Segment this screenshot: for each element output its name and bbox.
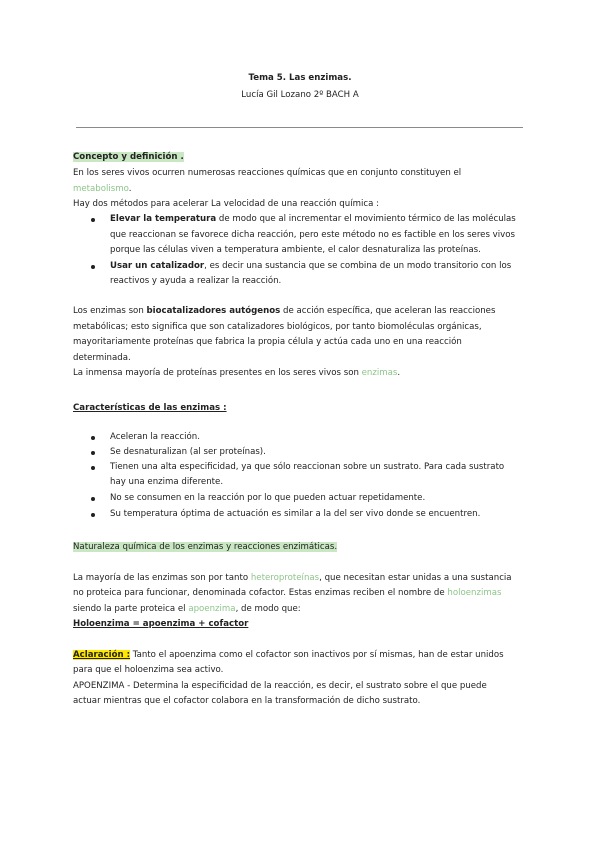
bullet-dot xyxy=(91,513,95,517)
document-author: Lucía Gil Lozano 2º BACH A xyxy=(241,90,359,100)
method-2-line: Usar un catalizador, es decir una sustancia que se combina de un modo transitorio con los xyxy=(110,261,512,271)
paragraph-line: siendo la parte proteica el apoenzima, de modo que: xyxy=(73,604,301,614)
horizontal-divider xyxy=(76,127,523,128)
document-title: Tema 5. Las enzimas. xyxy=(248,73,352,83)
list-item-continuation: hay una enzima diferente. xyxy=(110,477,224,487)
bullet-dot xyxy=(91,265,95,269)
paragraph-line: APOENZIMA - Determina la especificidad de la reacción, es decir, el sustrato sobre el que puede xyxy=(73,681,487,691)
list-item: No se consumen en la reacción por lo que pueden actuar repetidamente. xyxy=(110,493,426,503)
formula: Holoenzima = apoenzima + cofactor xyxy=(73,619,249,629)
section-heading-caracteristicas: Características de las enzimas : xyxy=(73,403,227,413)
method-1-line: Elevar la temperatura de modo que al incrementar el movimiento térmico de las moléculas xyxy=(110,214,516,224)
list-item: Tienen una alta especificidad, ya que sólo reaccionan sobre un sustrato. Para cada sustrato xyxy=(110,462,505,472)
bullet-dot xyxy=(91,436,95,440)
paragraph-line: La mayoría de las enzimas son por tanto heteroproteínas, que necesitan estar unidas a una sustancia xyxy=(73,573,512,583)
term-heteroproteinas: heteroproteínas xyxy=(250,573,320,583)
paragraph-line: actuar mientras que el cofactor colabora en la transformación de dicho sustrato. xyxy=(73,696,421,706)
paragraph-line: mayoritariamente proteínas que fabrica la propia célula y actúa cada uno en una reacción xyxy=(73,337,462,347)
paragraph-line: La inmensa mayoría de proteínas presentes en los seres vivos son enzimas. xyxy=(73,368,401,378)
bullet-dot xyxy=(91,218,95,222)
paragraph-line: para que el holoenzima sea activo. xyxy=(73,665,224,675)
bullet-dot xyxy=(91,497,95,501)
section-heading-concepto: Concepto y definición . xyxy=(73,152,184,162)
aclaracion-line: Aclaración : Tanto el apoenzima como el cofactor son inactivos por sí mismas, han de estar unidos xyxy=(73,650,504,660)
section-heading-naturaleza: Naturaleza química de los enzimas y reacciones enzimáticas. xyxy=(73,542,338,552)
paragraph-line: metabólicas; esto significa que son catalizadores biológicos, por tanto biomoléculas orgánicas, xyxy=(73,322,482,332)
term-holoenzimas: holoenzimas xyxy=(447,588,502,598)
term-apoenzima: apoenzima xyxy=(188,604,236,614)
paragraph-line: Hay dos métodos para acelerar La velocidad de una reacción química : xyxy=(73,199,379,209)
paragraph-line: no proteica para funcionar, denominada cofactor. Estas enzimas reciben el nombre de holoenzimas xyxy=(73,588,502,598)
paragraph-line: determinada. xyxy=(73,353,131,363)
term-enzimas: enzimas xyxy=(361,368,398,378)
bullet-dot xyxy=(91,451,95,455)
method-1-line: que reaccionan se favorece dicha reacción, pero este método no es factible en los seres vivos xyxy=(110,230,515,240)
method-2-line: reactivos y ayuda a realizar la reacción. xyxy=(110,276,282,286)
list-item: Aceleran la reacción. xyxy=(110,432,200,442)
term-metabolismo: metabolismo xyxy=(73,184,129,194)
aclaracion-label: Aclaración : xyxy=(73,650,131,660)
list-item: Se desnaturalizan (al ser proteínas). xyxy=(110,447,266,457)
method-1-line: porque las células viven a temperatura ambiente, el calor desnaturaliza las proteínas. xyxy=(110,245,481,255)
paragraph-line: Los enzimas son biocatalizadores autógenos de acción específica, que aceleran las reacciones xyxy=(73,306,496,316)
paragraph-line: metabolismo. xyxy=(73,184,132,194)
paragraph-line: En los seres vivos ocurren numerosas reacciones químicas que en conjunto constituyen el xyxy=(73,168,462,178)
bullet-dot xyxy=(91,466,95,470)
list-item: Su temperatura óptima de actuación es similar a la del ser vivo donde se encuentren. xyxy=(110,509,481,519)
